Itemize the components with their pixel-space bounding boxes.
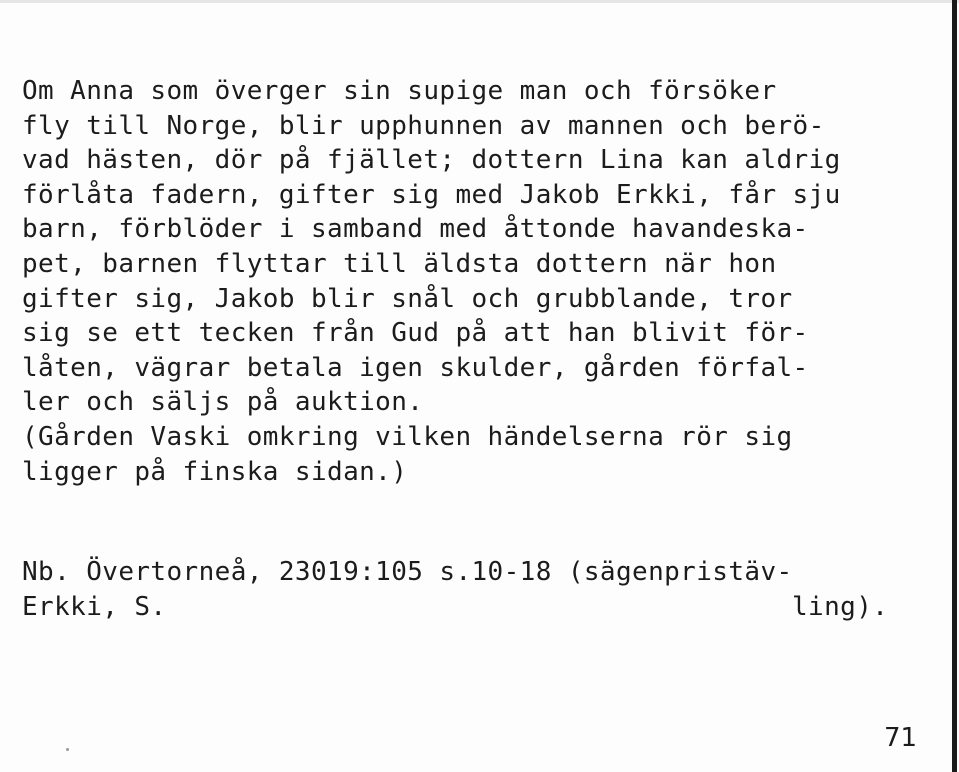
source-line-1: Nb. Övertorneå, 23019:105 s.10-18 (sägenpristäv- [22,557,793,587]
summary-line: barn, förblöder i samband med åttonde havandeska- [22,214,809,245]
summary-line: vad hästen, dör på fjället; dottern Lina kan aldrig [22,145,841,176]
summary-line: ligger på finska sidan.) [22,456,408,487]
summary-text [22,74,959,489]
source-reference [22,555,922,625]
summary-line: ler och säljs på auktion. [22,387,424,418]
summary-line: (Gården Vaski omkring vilken händelserna rör sig [22,421,793,452]
summary-line: fly till Norge, blir upphunnen av mannen och berö- [22,110,825,141]
source-narrator: Erkki, S. [22,592,167,622]
summary-line: gifter sig, Jakob blir snål och grubblande, tror [22,283,793,314]
summary-line: Om Anna som överger sin supige man och försöker [22,76,777,106]
source-line-2-end: ling). [792,592,889,622]
source-row-2 [22,590,922,625]
summary-line: förlåta fadern, gifter sig med Jakob Erkki, får sju [22,179,841,210]
paper-speck [66,748,69,751]
card-top-edge [0,0,959,3]
summary-line: sig se ett tecken från Gud på att han blivit för- [22,318,809,349]
summary-line: pet, barnen flyttar till äldsta dottern när hon [22,248,777,279]
summary-line: låten, vägrar betala igen skulder, gården förfal- [22,352,809,383]
page-number: 71 [884,723,918,753]
source-row-1 [22,555,922,590]
